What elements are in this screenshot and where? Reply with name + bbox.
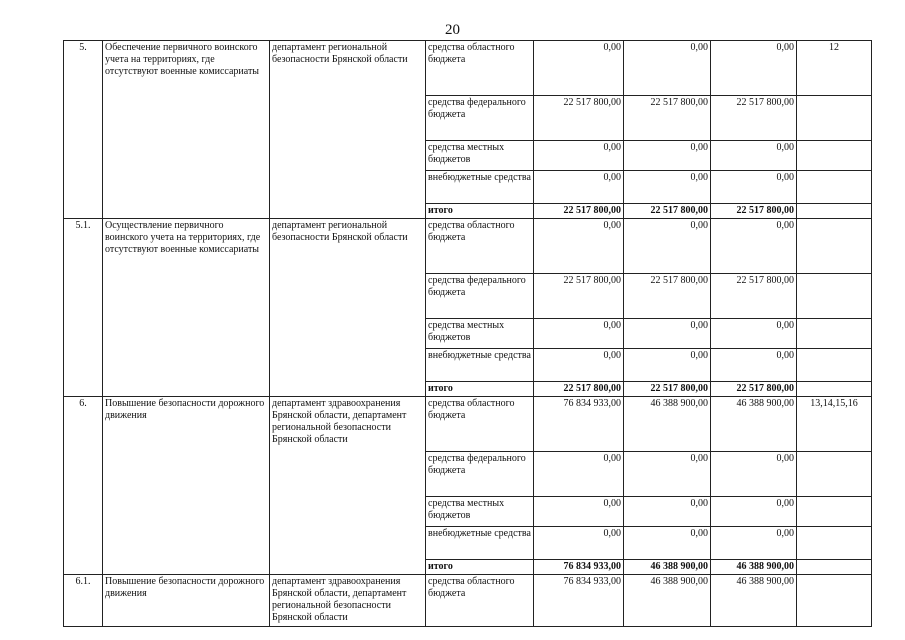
measure-name: Повышение безопасности дорожного движения [103, 575, 270, 627]
table-row [64, 41, 872, 96]
indicator-empty [797, 497, 872, 527]
amount-year-2: 46 388 900,00 [624, 560, 711, 575]
indicator-empty [797, 96, 872, 141]
indicator-empty [797, 204, 872, 219]
funding-source-label: средства местных бюджетов [426, 497, 534, 527]
amount-year-1: 22 517 800,00 [534, 204, 624, 219]
amount-year-3: 22 517 800,00 [711, 204, 797, 219]
amount-year-3: 46 388 900,00 [711, 575, 797, 627]
page-number: 20 [445, 22, 460, 38]
table-row [64, 575, 872, 627]
funding-source-label: внебюджетные средства [426, 349, 534, 382]
responsible-executor: департамент здравоохранения Брянской области, департамент региональной безопасности Брянской области [270, 397, 426, 575]
amount-year-1: 0,00 [534, 319, 624, 349]
amount-year-1: 76 834 933,00 [534, 560, 624, 575]
amount-year-2: 46 388 900,00 [624, 575, 711, 627]
funding-source-label: средства областного бюджета [426, 575, 534, 627]
funding-source-label: средства местных бюджетов [426, 319, 534, 349]
amount-year-3: 0,00 [711, 349, 797, 382]
amount-year-2: 0,00 [624, 319, 711, 349]
funding-source-label: средства федерального бюджета [426, 274, 534, 319]
indicator-empty [797, 349, 872, 382]
amount-year-3: 46 388 900,00 [711, 397, 797, 452]
row-number: 5. [64, 41, 103, 219]
measure-name: Осуществление первичного воинского учета на территориях, где отсутствуют военные комиссариаты [103, 219, 270, 397]
amount-year-1: 0,00 [534, 497, 624, 527]
funding-source-label: внебюджетные средства [426, 527, 534, 560]
indicator-numbers [797, 575, 872, 627]
amount-year-3: 0,00 [711, 452, 797, 497]
measure-name: Повышение безопасности дорожного движения [103, 397, 270, 575]
amount-year-1: 22 517 800,00 [534, 274, 624, 319]
amount-year-2: 22 517 800,00 [624, 96, 711, 141]
amount-year-2: 0,00 [624, 497, 711, 527]
amount-year-2: 22 517 800,00 [624, 204, 711, 219]
amount-year-2: 22 517 800,00 [624, 382, 711, 397]
amount-year-1: 22 517 800,00 [534, 96, 624, 141]
amount-year-2: 0,00 [624, 527, 711, 560]
amount-year-2: 0,00 [624, 41, 711, 96]
amount-year-2: 0,00 [624, 171, 711, 204]
amount-year-1: 76 834 933,00 [534, 397, 624, 452]
amount-year-1: 0,00 [534, 452, 624, 497]
funding-source-label: средства федерального бюджета [426, 452, 534, 497]
indicator-empty [797, 452, 872, 497]
table-row [64, 397, 872, 452]
funding-source-label: итого [426, 560, 534, 575]
responsible-executor: департамент региональной безопасности Брянской области [270, 219, 426, 397]
amount-year-3: 0,00 [711, 497, 797, 527]
funding-source-label: средства местных бюджетов [426, 141, 534, 171]
amount-year-2: 0,00 [624, 219, 711, 274]
amount-year-3: 0,00 [711, 319, 797, 349]
funding-source-label: итого [426, 382, 534, 397]
funding-source-label: средства областного бюджета [426, 41, 534, 96]
amount-year-2: 0,00 [624, 452, 711, 497]
table-row [64, 219, 872, 274]
indicator-numbers: 13,14,15,16 [797, 397, 872, 452]
amount-year-3: 22 517 800,00 [711, 96, 797, 141]
indicator-empty [797, 171, 872, 204]
amount-year-1: 0,00 [534, 141, 624, 171]
amount-year-1: 0,00 [534, 41, 624, 96]
amount-year-1: 22 517 800,00 [534, 382, 624, 397]
measure-name: Обеспечение первичного воинского учета на территориях, где отсутствуют военные комиссариаты [103, 41, 270, 219]
responsible-executor: департамент региональной безопасности Брянской области [270, 41, 426, 219]
amount-year-2: 22 517 800,00 [624, 274, 711, 319]
funding-source-label: средства федерального бюджета [426, 96, 534, 141]
indicator-empty [797, 141, 872, 171]
row-number: 6.1. [64, 575, 103, 627]
indicator-empty [797, 319, 872, 349]
amount-year-2: 46 388 900,00 [624, 397, 711, 452]
indicator-numbers: 12 [797, 41, 872, 96]
funding-source-label: средства областного бюджета [426, 219, 534, 274]
amount-year-3: 22 517 800,00 [711, 382, 797, 397]
amount-year-3: 0,00 [711, 219, 797, 274]
row-number: 5.1. [64, 219, 103, 397]
indicator-empty [797, 527, 872, 560]
funding-source-label: внебюджетные средства [426, 171, 534, 204]
amount-year-2: 0,00 [624, 349, 711, 382]
responsible-executor: департамент здравоохранения Брянской области, департамент региональной безопасности Брянской области [270, 575, 426, 627]
amount-year-3: 0,00 [711, 41, 797, 96]
amount-year-3: 0,00 [711, 141, 797, 171]
amount-year-3: 0,00 [711, 527, 797, 560]
amount-year-1: 76 834 933,00 [534, 575, 624, 627]
indicator-numbers [797, 219, 872, 274]
funding-source-label: средства областного бюджета [426, 397, 534, 452]
amount-year-3: 0,00 [711, 171, 797, 204]
amount-year-3: 46 388 900,00 [711, 560, 797, 575]
amount-year-1: 0,00 [534, 527, 624, 560]
indicator-empty [797, 382, 872, 397]
indicator-empty [797, 274, 872, 319]
amount-year-2: 0,00 [624, 141, 711, 171]
row-number: 6. [64, 397, 103, 575]
amount-year-1: 0,00 [534, 219, 624, 274]
indicator-empty [797, 560, 872, 575]
budget-table [63, 40, 872, 627]
amount-year-3: 22 517 800,00 [711, 274, 797, 319]
amount-year-1: 0,00 [534, 349, 624, 382]
funding-source-label: итого [426, 204, 534, 219]
amount-year-1: 0,00 [534, 171, 624, 204]
